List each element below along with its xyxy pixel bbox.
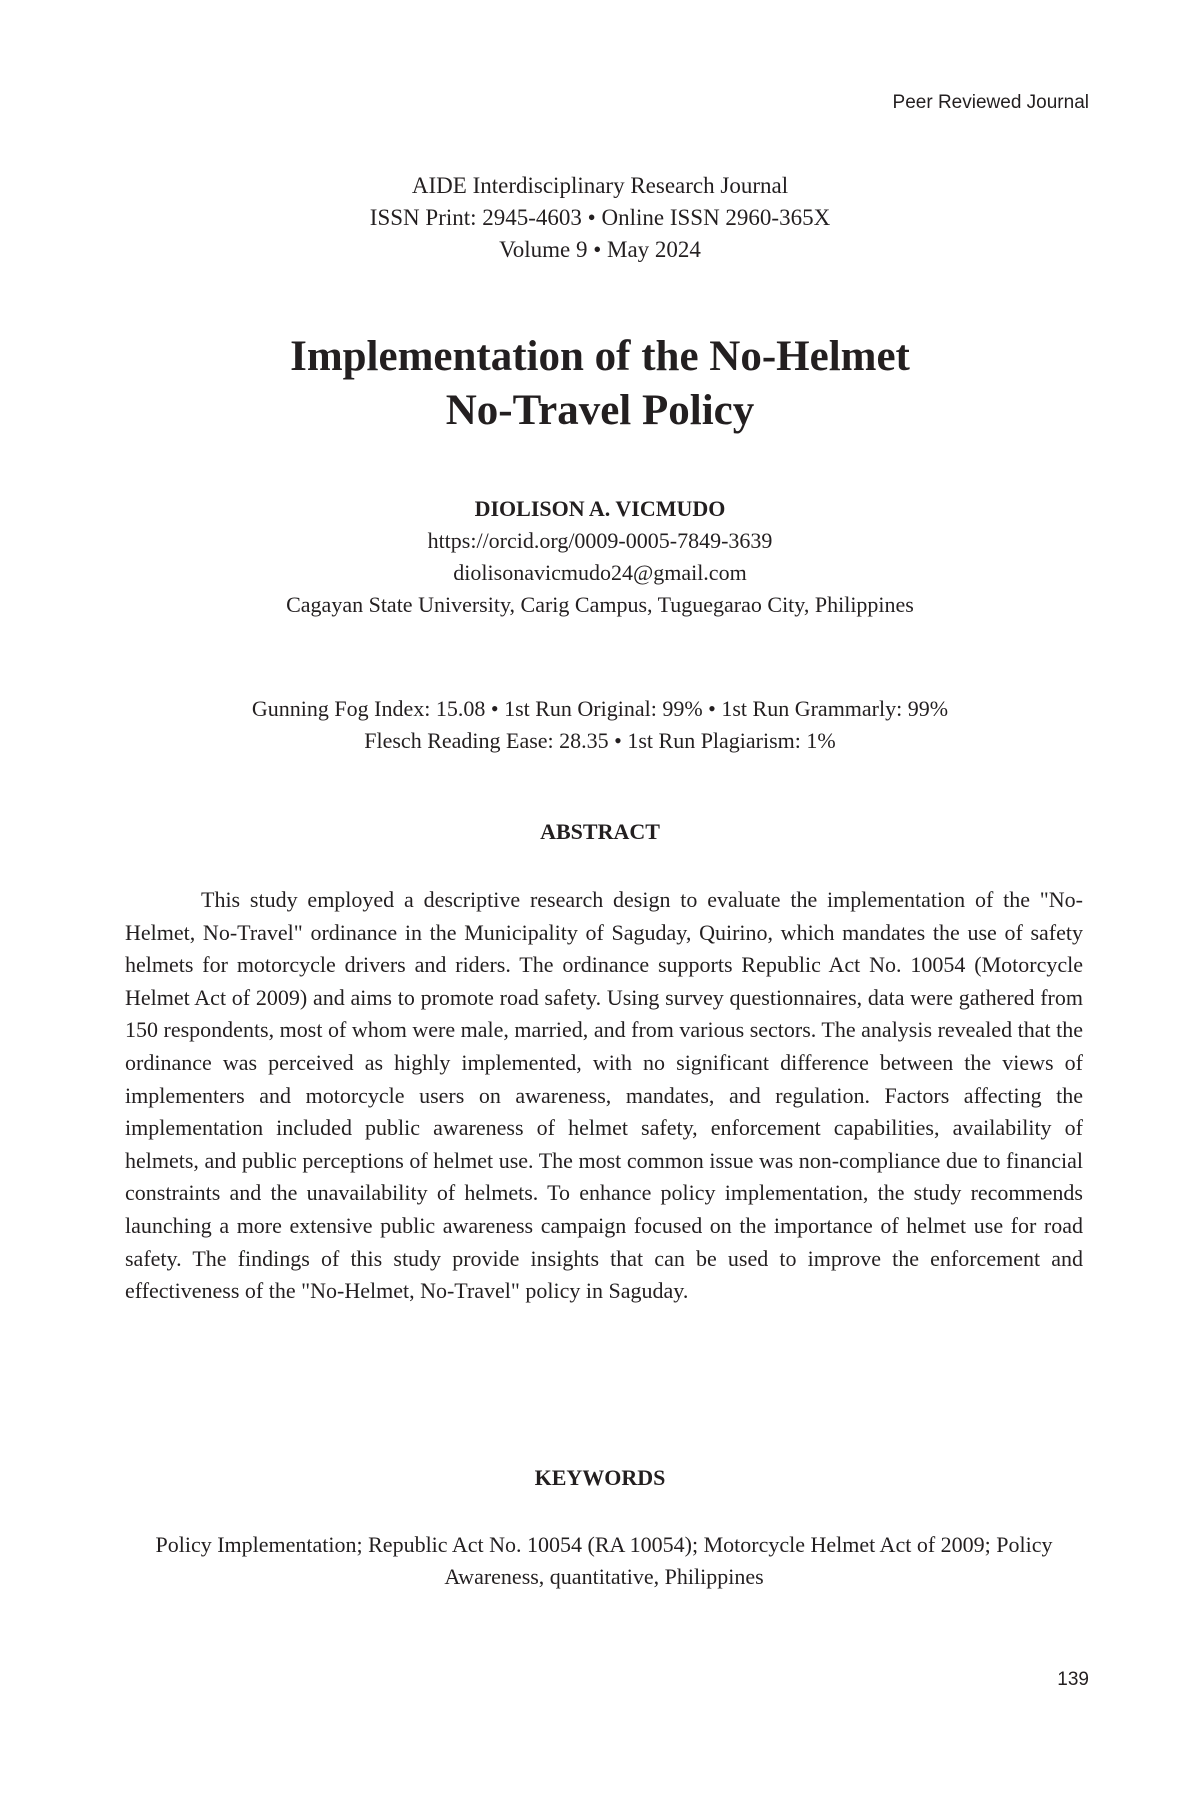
journal-name: AIDE Interdisciplinary Research Journal	[411, 173, 789, 198]
article-title-line-1: Implementation of the No-Helmet	[290, 333, 910, 380]
keywords-heading: KEYWORDS	[534, 1465, 666, 1490]
journal-issn: ISSN Print: 2945-4603 • Online ISSN 2960-365X	[369, 205, 831, 230]
readability-metrics	[0, 693, 1200, 757]
article-title	[0, 330, 1200, 438]
metrics-line-2: Flesch Reading Ease: 28.35 • 1st Run Plagiarism: 1%	[364, 728, 836, 753]
keywords-text: Policy Implementation; Republic Act No. 10054 (RA 10054); Motorcycle Helmet Act of 2009; Policy Awareness, quantitative, Philippines	[155, 1532, 1053, 1589]
author-block	[0, 493, 1200, 621]
page-number: 139	[1057, 1669, 1089, 1690]
author-affiliation: Cagayan State University, Carig Campus, Tuguegarao City, Philippines	[286, 592, 914, 617]
author-name: DIOLISON A. VICMUDO	[474, 496, 726, 521]
author-orcid-link[interactable]: https://orcid.org/0009-0005-7849-3639	[427, 528, 773, 553]
article-title-line-2: No-Travel Policy	[445, 387, 755, 434]
abstract-text: This study employed a descriptive research design to evaluate the implementation of the "No-Helmet, No-Travel" ordinance in the Municipality of Saguday, Quirino, which mandates the use of safety helmets for motorcycle drivers and riders. The ordinance supports Republic Act No. 10054 (Motorcycle Helmet Act of 2009) and aims to promote road safety. Using survey questionnaires, data were gathered from 150 respondents, most of whom were male, married, and from various sectors. The analysis revealed that the ordinance was perceived as highly implemented, with no significant difference between the views of implementers and motorcycle users on awareness, mandates, and regulation. Factors affecting the implementation included public awareness of helmet safety, enforcement capabilities, availability of helmets, and public perceptions of helmet use. The most common issue was non-compliance due to financial constraints and the unavailability of helmets. To enhance policy implementation, the study recommends launching a more extensive public awareness campaign focused on the importance of helmet use for road safety. The findings of this study provide insights that can be used to improve the enforcement and effectiveness of the "No-Helmet, No-Travel" policy in Saguday.	[125, 887, 1083, 1304]
author-email-link[interactable]: diolisonavicmudo24@gmail.com	[453, 560, 747, 585]
metrics-line-1: Gunning Fog Index: 15.08 • 1st Run Original: 99% • 1st Run Grammarly: 99%	[251, 696, 949, 721]
journal-info	[0, 170, 1200, 266]
abstract-heading: ABSTRACT	[540, 819, 660, 844]
running-header: Peer Reviewed Journal	[892, 92, 1089, 113]
journal-volume: Volume 9 • May 2024	[499, 237, 701, 262]
